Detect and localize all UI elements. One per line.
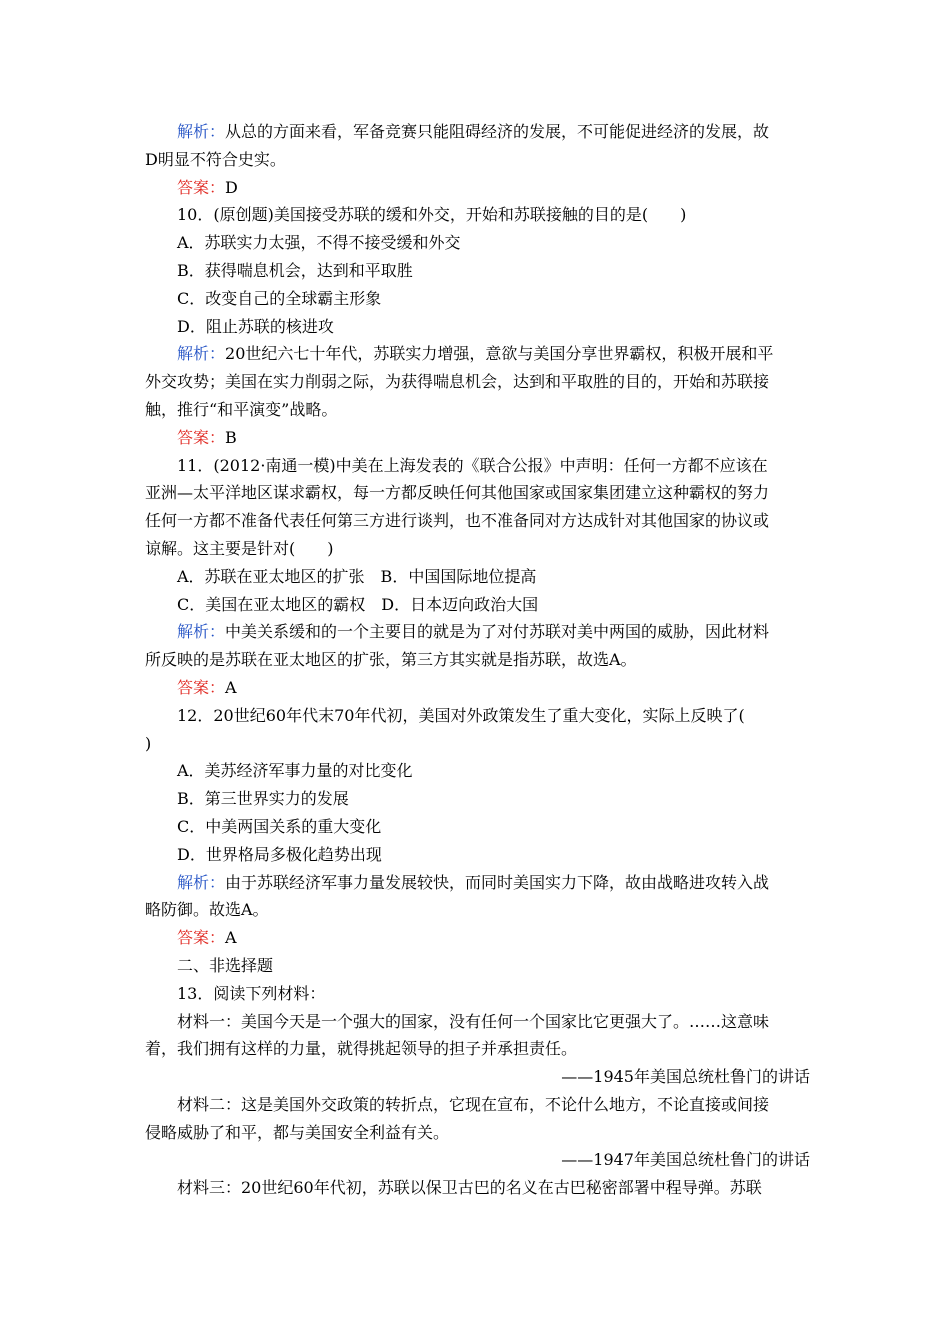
- q11-answer-line: [145, 674, 810, 702]
- q9-analysis-line: D明显不符合史实。: [145, 149, 286, 169]
- q12-option-c: C．中美两国关系的重大变化: [177, 816, 382, 836]
- q10-analysis-text: 20世纪六七十年代，苏联实力增强，意欲与美国分享世界霸权，积极开展和平: [225, 344, 774, 364]
- q10-analysis-line: 触，推行“和平演变”战略。: [145, 399, 338, 419]
- q12-option-a: A．美苏经济军事力量的对比变化: [177, 761, 413, 781]
- q12-answer-line: [145, 924, 810, 952]
- q13-material-2-source: ——1947年美国总统杜鲁门的讲话: [561, 1150, 810, 1170]
- q10-analysis-line: 外交攻势；美国在实力削弱之际，为获得喘息机会，达到和平取胜的目的，开始和苏联接: [145, 372, 770, 392]
- q12-analysis-line: 略防御。故选A。: [145, 900, 269, 920]
- q11-stem: 谅解。这主要是针对( ): [145, 538, 334, 558]
- q12-option-d: D．世界格局多极化趋势出现: [177, 844, 382, 864]
- q12-analysis-line: [145, 869, 810, 897]
- q11-analysis-line: 所反映的是苏联在亚太地区的扩张，第三方其实就是指苏联，故选A。: [145, 650, 637, 670]
- q10-option-d: D．阻止苏联的核进攻: [177, 316, 334, 336]
- q13-material-1-source: ——1945年美国总统杜鲁门的讲话: [561, 1067, 810, 1087]
- analysis-label: 解析：: [177, 122, 226, 141]
- q11-stem: 亚洲—太平洋地区谋求霸权，每一方都反映任何其他国家或国家集团建立这种霸权的努力: [145, 483, 770, 503]
- q10-option-b: B．获得喘息机会，达到和平取胜: [177, 260, 413, 280]
- analysis-label: 解析：: [177, 872, 226, 892]
- q10-analysis-line: [145, 340, 810, 368]
- q11-analysis-line: [145, 618, 810, 646]
- analysis-label: 解析：: [177, 622, 226, 642]
- answer-label: 答案：: [177, 677, 226, 697]
- document-page: [145, 118, 810, 1202]
- q9-analysis-line: [145, 118, 810, 146]
- q11-stem: 任何一方都不准备代表任何第三方进行谈判，也不准备同对方达成针对其他国家的协议或: [145, 511, 770, 531]
- q10-answer-value: B: [225, 427, 237, 447]
- section-title: 二、非选择题: [177, 955, 274, 975]
- q12-stem: 12．20世纪60年代末70年代初，美国对外政策发生了重大变化，实际上反映了(: [177, 705, 745, 725]
- q11-options-ab: A．苏联在亚太地区的扩张 B．中国国际地位提高: [177, 566, 537, 586]
- q13-material-1: 材料一：美国今天是一个强大的国家，没有任何一个国家比它更强大了。……这意味: [177, 1011, 770, 1031]
- answer-label: 答案：: [177, 177, 226, 197]
- q10-answer-line: [145, 424, 810, 452]
- q9-answer-line: [145, 174, 810, 202]
- q9-answer-value: D: [225, 177, 238, 197]
- q10-option-c: C．改变自己的全球霸主形象: [177, 288, 382, 308]
- answer-label: 答案：: [177, 427, 226, 447]
- q11-answer-value: A: [225, 677, 237, 697]
- q11-analysis-text: 中美关系缓和的一个主要目的就是为了对付苏联对美中两国的威胁，因此材料: [225, 622, 770, 642]
- q13-material-2: 材料二：这是美国外交政策的转折点，它现在宣布，不论什么地方，不论直接或间接: [177, 1094, 770, 1114]
- answer-label: 答案：: [177, 928, 226, 948]
- analysis-label: 解析：: [177, 344, 226, 364]
- q13-material-3: 材料三：20世纪60年代初，苏联以保卫古巴的名义在古巴秘密部署中程导弹。苏联: [177, 1178, 762, 1198]
- q12-option-b: B．第三世界实力的发展: [177, 789, 349, 809]
- q13-material-2: 侵略威胁了和平，都与美国安全利益有关。: [145, 1122, 450, 1142]
- q10-option-a: A．苏联实力太强，不得不接受缓和外交: [177, 233, 461, 253]
- q11-stem: 11．(2012·南通一模)中美在上海发表的《联合公报》中声明：任何一方都不应该在: [177, 455, 768, 475]
- q12-stem: ): [145, 733, 152, 753]
- q11-options-cd: C．美国在亚太地区的霸权 D．日本迈向政治大国: [177, 594, 539, 614]
- q10-stem: 10．(原创题)美国接受苏联的缓和外交，开始和苏联接触的目的是( ): [177, 205, 687, 225]
- q12-answer-value: A: [225, 928, 237, 948]
- q12-analysis-text: 由于苏联经济军事力量发展较快，而同时美国实力下降，故由战略进攻转入战: [225, 872, 770, 892]
- q9-analysis-text: 从总的方面来看，军备竞赛只能阻碍经济的发展，不可能促进经济的发展，故: [225, 122, 770, 141]
- q13-material-1: 着，我们拥有这样的力量，就得挑起领导的担子并承担责任。: [145, 1039, 578, 1059]
- q13-stem: 13．阅读下列材料：: [177, 983, 326, 1003]
